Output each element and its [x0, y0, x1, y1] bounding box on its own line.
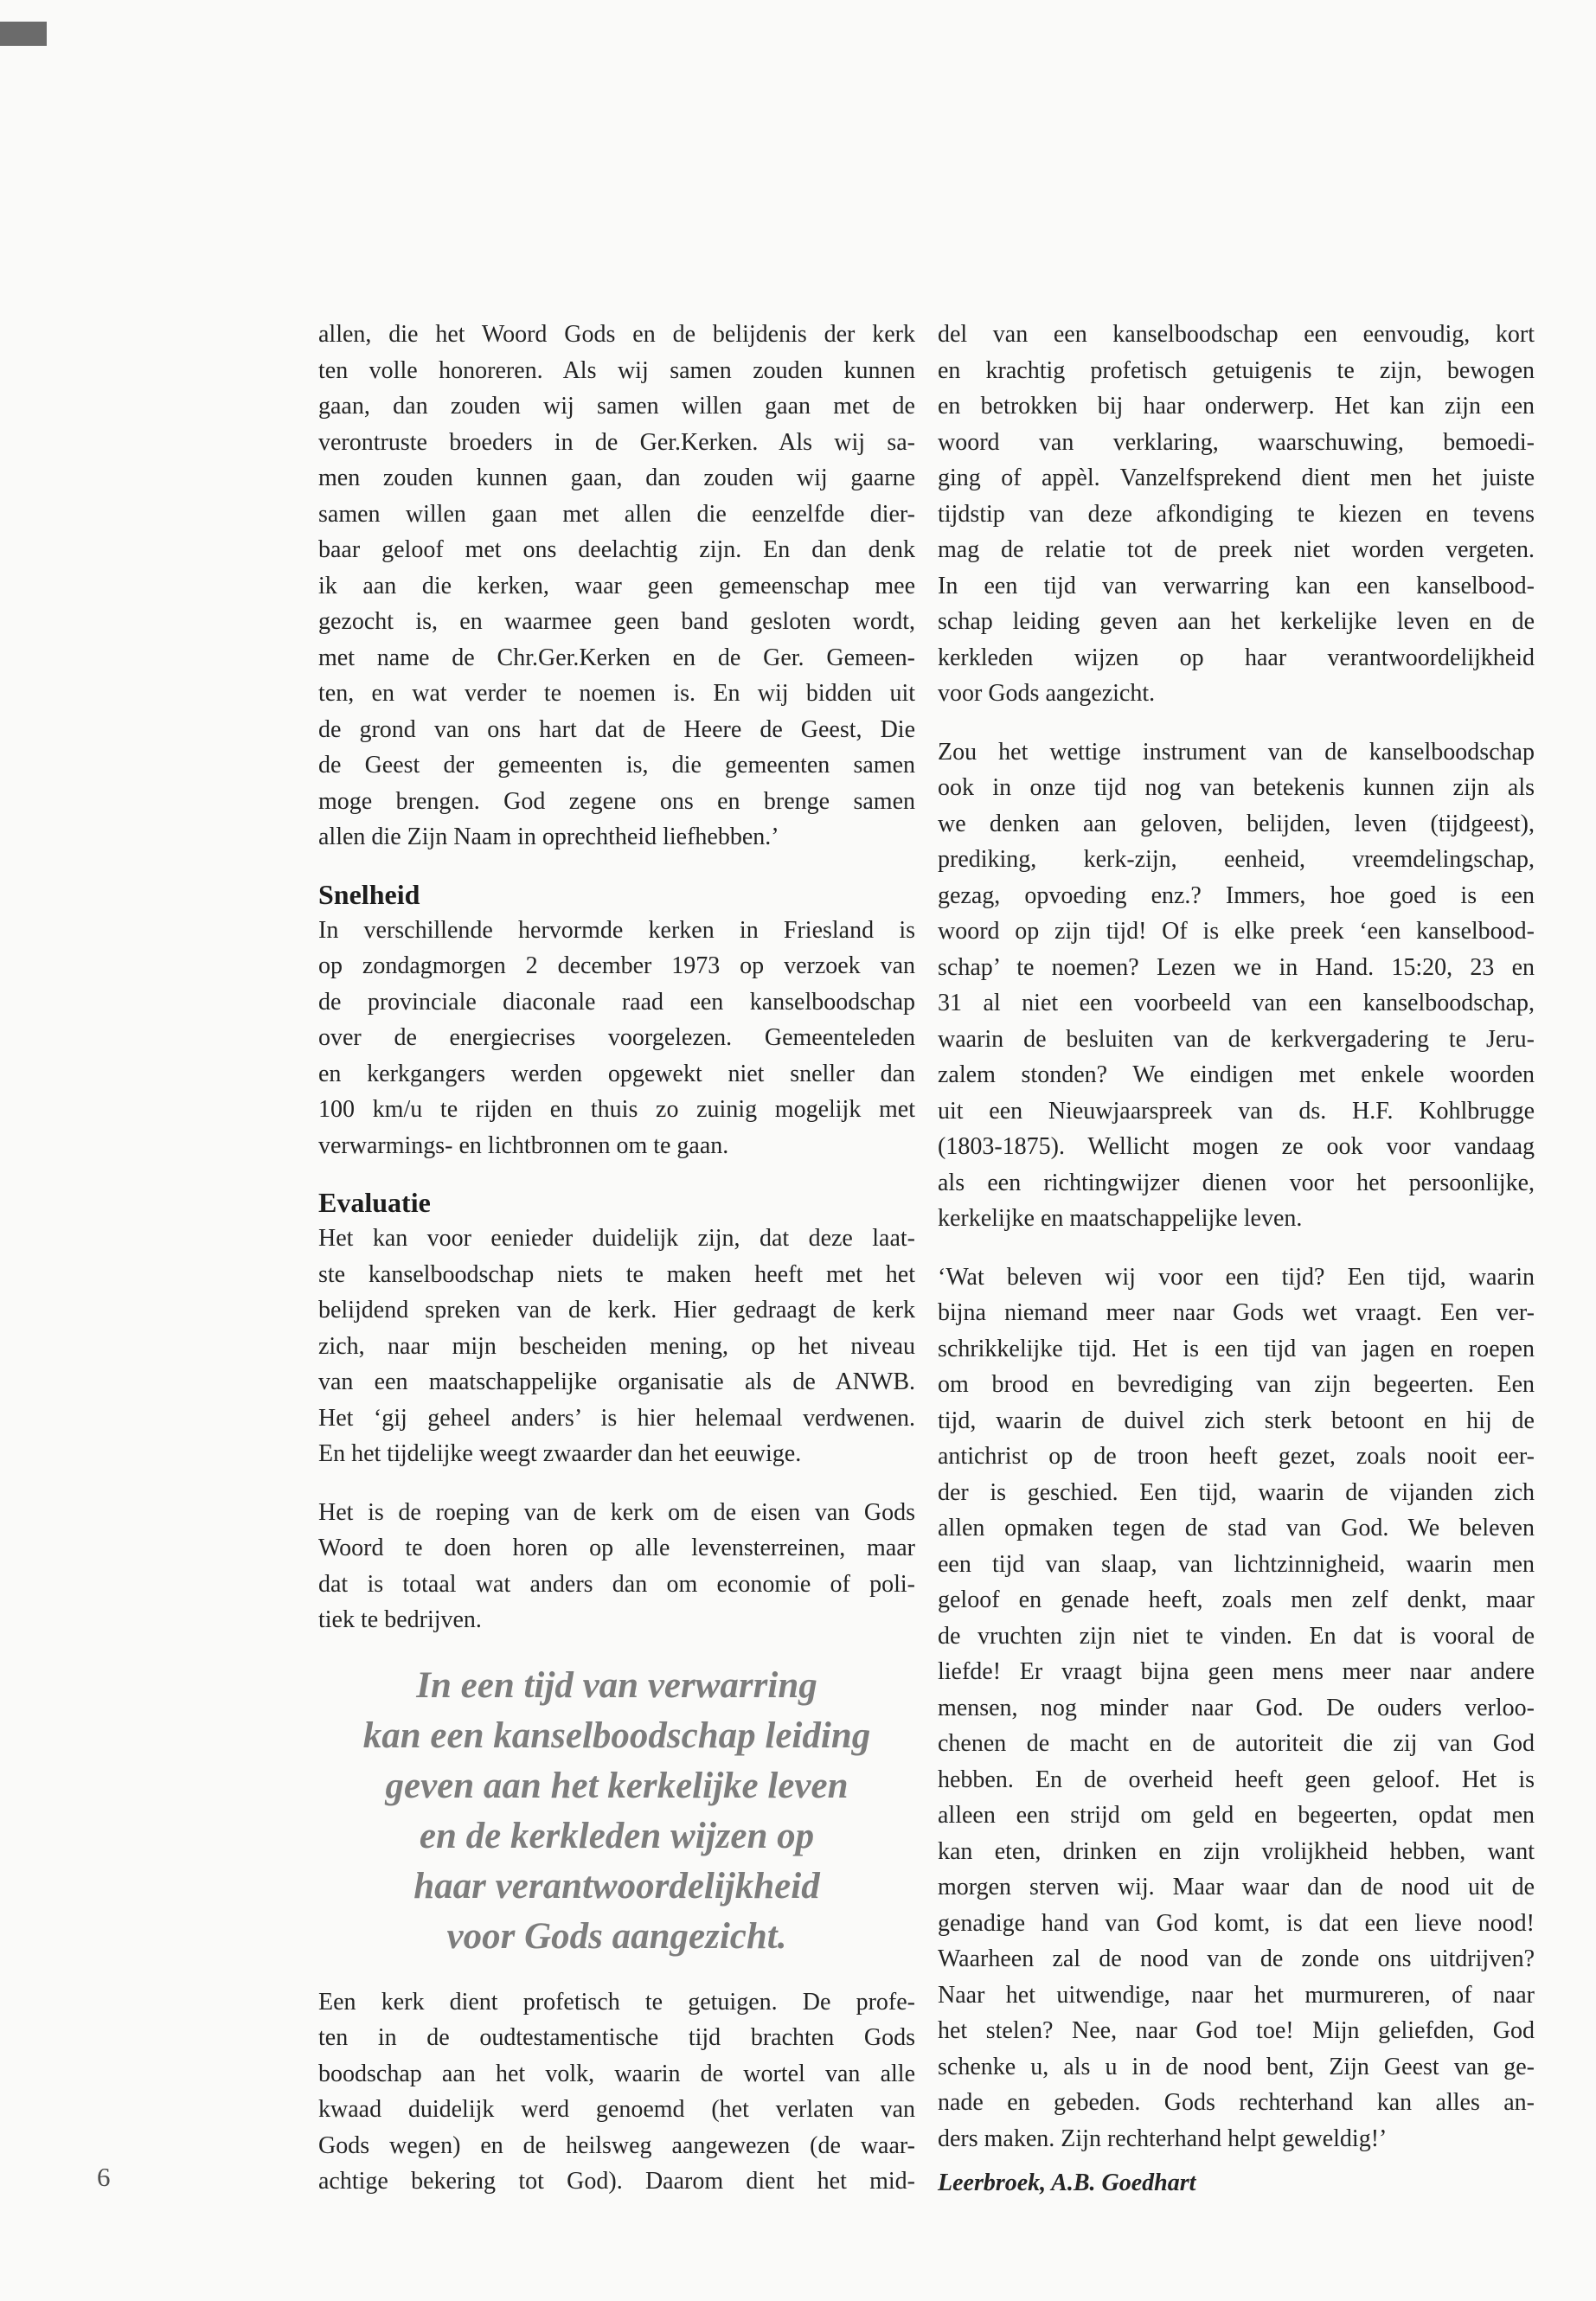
text-line: En het tijdelijke weegt zwaarder dan het eeuwige. — [318, 1440, 802, 1467]
paragraph — [938, 734, 1535, 1237]
text-line: gezocht is, en waarmee geen band gesloten wordt, — [318, 608, 915, 635]
text-line: hebben. En de overheid heeft geen geloof. Het is — [938, 1766, 1535, 1793]
text-line: bijna niemand meer naar Gods wet vraagt. Een ver- — [938, 1299, 1535, 1326]
corner-mark — [0, 22, 47, 46]
text-line: de grond van ons hart dat de Heere de Geest, Die — [318, 715, 915, 743]
section-heading: Evaluatie — [318, 1187, 431, 1218]
text-line: Waarheen zal de nood van de zonde ons uitdrijven? — [938, 1945, 1535, 1972]
text-line: voor Gods aangezicht. — [938, 680, 1156, 707]
text-line: morgen sterven wij. Maar waar dan de nood uit de — [938, 1874, 1535, 1900]
text-line: nade en gebeden. Gods rechterhand kan alles an- — [938, 2089, 1535, 2116]
text-line: het stelen? Nee, naar God toe! Mijn geliefden, God — [938, 2017, 1535, 2044]
text-line: samen willen gaan met allen die eenzelfde dier- — [318, 500, 915, 528]
text-line: ik aan die kerken, waar geen gemeenschap mee — [318, 572, 915, 599]
text-line: mensen, nog minder naar God. De ouders verloo- — [938, 1694, 1535, 1721]
text-line: om brood en bevrediging van zijn begeerten. Een — [938, 1371, 1535, 1398]
text-line: prediking, kerk-zijn, eenheid, vreemdelingschap, — [938, 846, 1535, 873]
text-line: men zouden kunnen gaan, dan zouden wij gaarne — [318, 465, 915, 491]
text-line: schrikkelijke tijd. Het is een tijd van jagen en roepen — [938, 1335, 1535, 1362]
text-line: ‘Wat beleven wij voor een tijd? Een tijd, waarin — [938, 1263, 1535, 1291]
text-line: schap’ te noemen? Lezen we in Hand. 15:20, 23 en — [938, 953, 1535, 981]
text-line: verwarmings- en lichtbronnen om te gaan. — [318, 1131, 729, 1159]
pull-quote-line: haar verantwoordelijkheid — [413, 1865, 820, 1907]
text-line: uit een Nieuwjaarspreek van ds. H.F. Kohlbrugge — [938, 1097, 1535, 1125]
text-line: ders maken. Zijn rechterhand helpt geweldig!’ — [938, 2125, 1388, 2152]
text-line: (1803-1875). Wellicht mogen ze ook voor vandaag — [938, 1133, 1535, 1160]
text-line: waarin de besluiten van de kerkvergadering te Jeru- — [938, 1025, 1535, 1053]
text-line: allen opmaken tegen de stad van God. We beleven — [938, 1515, 1535, 1541]
text-line: baar geloof met ons deelachtig zijn. En dan denk — [318, 536, 915, 563]
text-line: zich, naar mijn bescheiden mening, op het niveau — [318, 1332, 915, 1360]
text-line: en kerkgangers werden opgewekt niet sneller dan — [318, 1060, 915, 1087]
text-line: met name de Chr.Ger.Kerken en de Ger. Gemeen- — [318, 644, 915, 671]
pull-quote — [318, 1661, 915, 1962]
paragraph — [318, 913, 915, 1164]
text-line: dat is totaal wat anders dan om economie of poli- — [318, 1570, 915, 1598]
text-line: Woord te doen horen op alle levensterreinen, maar — [318, 1535, 915, 1561]
paragraph — [318, 1984, 915, 2200]
pull-quote-line: kan een kanselboodschap leiding — [362, 1715, 871, 1756]
text-line: geloof en genade heeft, zoals men zelf denkt, maar — [938, 1586, 1535, 1613]
pull-quote-line: voor Gods aangezicht. — [446, 1915, 787, 1957]
text-line: kerkleden wijzen op haar verantwoordelijkheid — [938, 644, 1535, 671]
text-line: woord op zijn tijd! Of is elke preek ‘een kanselbood- — [938, 918, 1535, 945]
text-line: der is geschied. Een tijd, waarin de vijanden zich — [938, 1478, 1535, 1506]
text-line: zalem stonden? We eindigen met enkele woorden — [938, 1061, 1535, 1088]
pull-quote-line: en de kerkleden wijzen op — [419, 1815, 815, 1856]
text-line: kerkelijke en maatschappelijke leven. — [938, 1205, 1303, 1232]
text-line: allen die Zijn Naam in oprechtheid liefhebben.’ — [318, 824, 779, 850]
text-line: de vruchten zijn niet te vinden. En dat is vooral de — [938, 1622, 1535, 1650]
text-line: antichrist op de troon heeft gezet, zoals nooit eer- — [938, 1443, 1535, 1470]
text-line: ook in onze tijd nog van betekenis kunnen zijn als — [938, 774, 1535, 801]
paragraph — [318, 1221, 915, 1472]
text-line: In verschillende hervormde kerken in Friesland is — [318, 916, 915, 944]
text-line: 100 km/u te rijden en thuis zo zuinig mogelijk met — [318, 1096, 915, 1123]
text-line: de provinciale diaconale raad een kanselboodschap — [318, 988, 915, 1016]
text-line: mag de relatie tot de preek niet worden vergeten. — [938, 536, 1535, 563]
text-line: alleen een strijd om geld en begeerten, opdat men — [938, 1802, 1535, 1829]
text-line: Gods wegen) en de heilsweg aangewezen (de waar- — [318, 2131, 915, 2159]
two-column-text — [318, 317, 1535, 2202]
text-line: Naar het uitwendige, naar het murmureren, of naar — [938, 1981, 1535, 2009]
author-signature: Leerbroek, A.B. Goedhart — [938, 2170, 1196, 2196]
text-line: gaan, dan zouden wij samen willen gaan met de — [318, 393, 915, 420]
text-line: Het kan voor eenieder duidelijk zijn, dat deze laat- — [318, 1225, 915, 1252]
text-line: ten, en wat verder te noemen is. En wij bidden uit — [318, 680, 915, 707]
text-line: gezag, opvoeding enz.? Immers, hoe goed is een — [938, 881, 1535, 909]
text-line: tijdstip van deze afkondiging te kiezen en tevens — [938, 500, 1535, 528]
right-column — [938, 317, 1535, 2202]
text-line: Het is de roeping van de kerk om de eisen van Gods — [318, 1498, 915, 1526]
text-line: boodschap aan het volk, waarin de wortel van alle — [318, 2060, 915, 2087]
text-line: ste kanselboodschap niets te maken heeft met het — [318, 1260, 915, 1288]
text-line: en krachtig profetisch getuigenis te zijn, bewogen — [938, 356, 1535, 384]
text-line: In een tijd van verwarring kan een kanselbood- — [938, 572, 1535, 599]
text-line: genadige hand van God komt, is dat een lieve nood! — [938, 1909, 1535, 1937]
text-line: liefde! Er vraagt bijna geen mens meer naar andere — [938, 1658, 1535, 1685]
paragraph — [938, 1259, 1535, 2157]
text-line: 31 al niet een voorbeeld van een kanselboodschap, — [938, 990, 1535, 1016]
text-line: we denken aan geloven, belijden, leven (tijdgeest), — [938, 810, 1535, 837]
page-number: 6 — [97, 2162, 111, 2192]
section-heading: Snelheid — [318, 878, 420, 910]
text-line: als een richtingwijzer dienen voor het persoonlijke, — [938, 1169, 1535, 1196]
text-line: schap leiding geven aan het kerkelijke leven en de — [938, 608, 1535, 635]
text-line: verontruste broeders in de Ger.Kerken. Als wij sa- — [318, 428, 915, 456]
pull-quote-line: geven aan het kerkelijke leven — [385, 1765, 849, 1806]
text-line: ging of appèl. Vanzelfsprekend dient men het juiste — [938, 465, 1535, 491]
left-column — [318, 317, 915, 2202]
text-line: de Geest der gemeenten is, die gemeenten samen — [318, 752, 915, 779]
pull-quote-line: In een tijd van verwarring — [416, 1664, 817, 1706]
text-line: allen, die het Woord Gods en de belijdenis der kerk — [318, 321, 915, 348]
text-line: kan eten, drinken en zijn vrolijkheid hebben, want — [938, 1837, 1535, 1865]
text-line: op zondagmorgen 2 december 1973 op verzoek van — [318, 952, 915, 979]
text-line: tiek te bedrijven. — [318, 1606, 482, 1633]
paragraph — [318, 1495, 915, 1638]
text-line: tijd, waarin de duivel zich sterk betoont en hij de — [938, 1407, 1535, 1434]
text-line: moge brengen. God zegene ons en brenge samen — [318, 787, 915, 815]
text-line: woord van verklaring, waarschuwing, bemoedi- — [938, 428, 1535, 456]
text-line: ten volle honoreren. Als wij samen zouden kunnen — [318, 356, 915, 384]
text-line: belijdend spreken van de kerk. Hier gedraagt de kerk — [318, 1297, 915, 1324]
text-line: kwaad duidelijk werd genoemd (het verlaten van — [318, 2096, 915, 2123]
text-line: schenke u, als u in de nood bent, Zijn Geest van ge- — [938, 2053, 1535, 2080]
text-line: del van een kanselboodschap een eenvoudig, kort — [938, 321, 1535, 348]
paragraph — [318, 317, 915, 856]
text-line: over de energiecrises voorgelezen. Gemeenteleden — [318, 1024, 915, 1051]
text-line: Zou het wettige instrument van de kanselboodschap — [938, 738, 1535, 766]
text-line: Een kerk dient profetisch te getuigen. De profe- — [318, 1988, 915, 2016]
text-line: chenen de macht en de autoriteit die zij van God — [938, 1730, 1535, 1757]
text-line: Het ‘gij geheel anders’ is hier helemaal verdwenen. — [318, 1404, 915, 1432]
text-line: van een maatschappelijke organisatie als de ANWB. — [318, 1368, 915, 1395]
paragraph — [938, 317, 1535, 712]
text-line: een tijd van slaap, van lichtzinnigheid, waarin men — [938, 1550, 1535, 1578]
text-line: ten in de oudtestamentische tijd brachten Gods — [318, 2024, 915, 2051]
text-line: achtige bekering tot God). Daarom dient het mid- — [318, 2168, 915, 2195]
text-line: en betrokken bij haar onderwerp. Het kan zijn een — [938, 393, 1535, 420]
